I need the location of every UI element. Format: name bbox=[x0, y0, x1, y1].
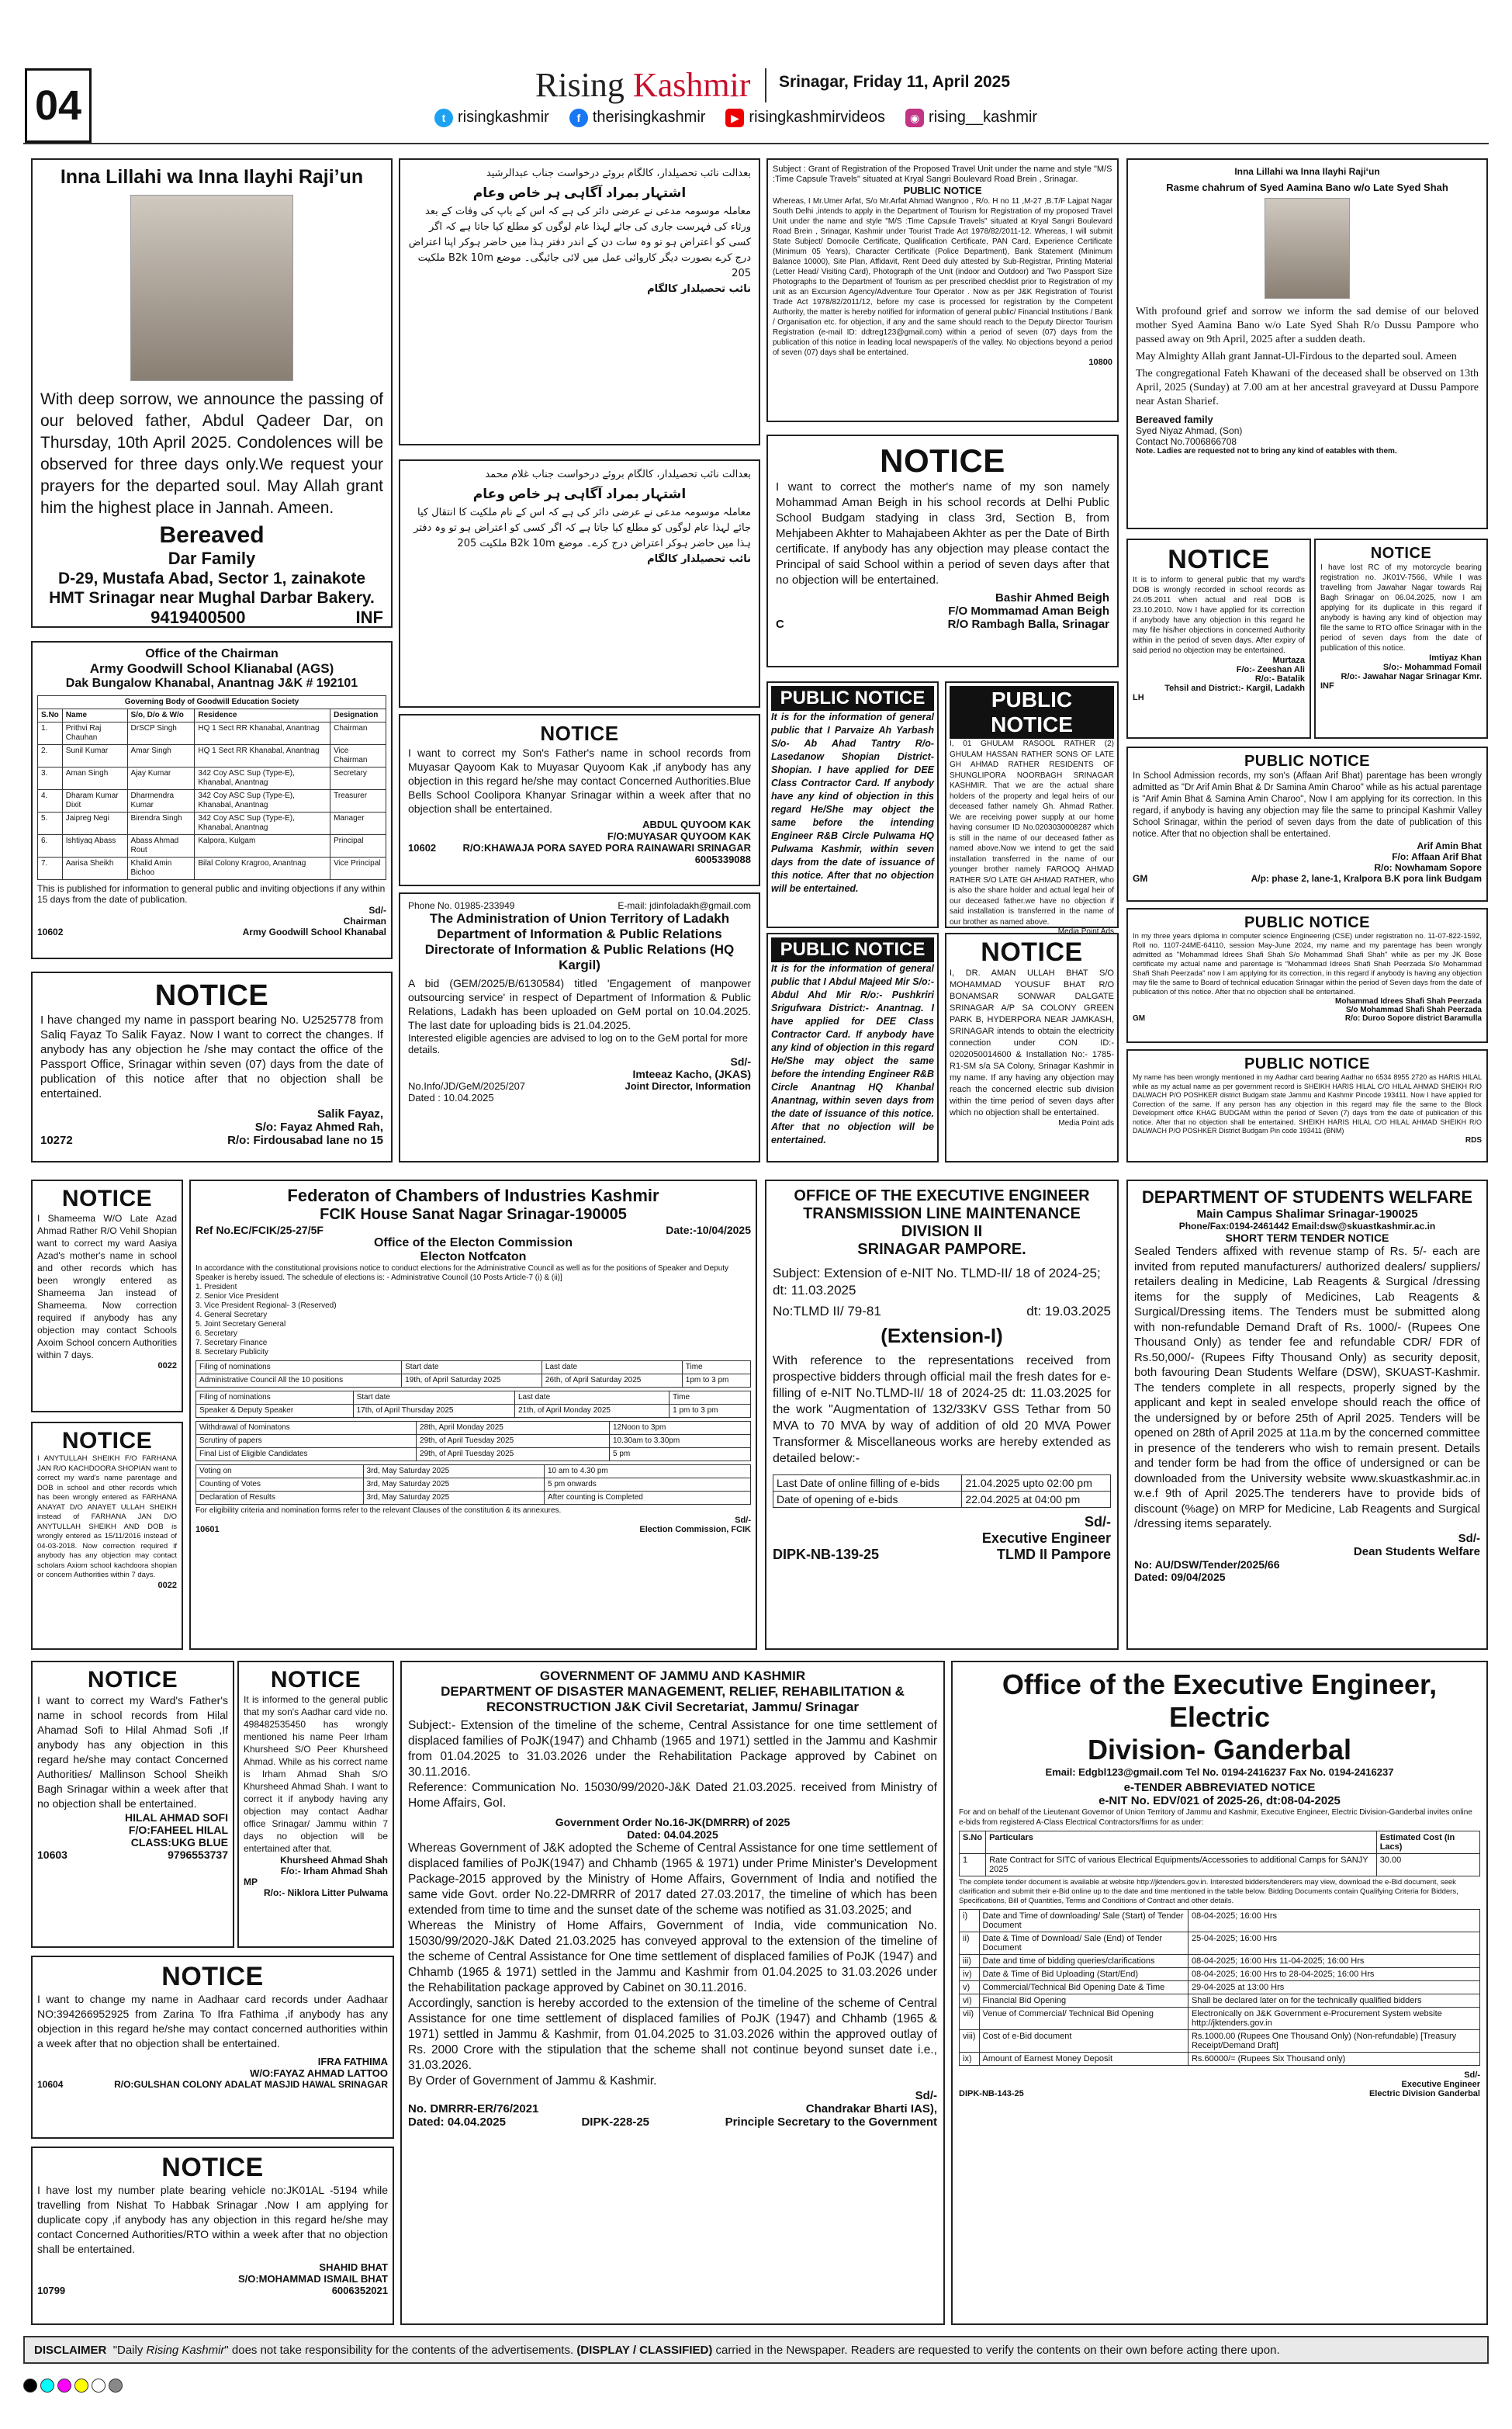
signatory: Dean Students Welfare bbox=[1353, 1544, 1480, 1558]
office-title: Office of the Electon Commission bbox=[373, 1236, 573, 1249]
twitter-icon: t bbox=[434, 109, 453, 127]
notice-body: With reference to the representations received from prospective bidders through official mail the fresh dates for e-filling of e-NIT No.TLMD-II/ 18 of 2024-25 dt: 11.03.2025 for the work "Augmentation of 132/33KV GSS Tethar from 50 MVA to 70 MVA by way of addition of old 20 MVA Power Transformer & Miscellaneous works are hereby extended as detailed below:- bbox=[773, 1354, 1111, 1465]
notice-body: I want to change my name in Aadhaar card records under Aadhaar NO:394266952925 from Zarina To Ifra Fathima ,if anybody has any objection in this regard he/she may contact concerned authorities within a week after that no objection shall be entertained. bbox=[37, 1993, 388, 2050]
notice-body: I want to correct my Ward's Father's name in school records from Hilal Ahamad Sofi to Hilal Ahmad Sofi ,If anybody has any objection in this regard he/she may contact Concerned Authorities/ Mallinson School Sheikh Bagh Srinagar within a week after that no objection shall be entertained. bbox=[37, 1694, 228, 1810]
obituary-note: Note. Ladies are requested not to bring any kind of eatables with them. bbox=[1136, 447, 1397, 456]
table-row: i) Date and Time of downloading/ Sale (Start) of Tender Document 08-04-2025; 16:00 Hrs bbox=[960, 1910, 1480, 1932]
family-name: Dar Family bbox=[168, 549, 256, 568]
list-item: 2. Senior Vice President bbox=[195, 1292, 279, 1301]
notice-address: R/O Rambagh Balla, Srinagar bbox=[947, 618, 1109, 631]
org-title: Federaton of Chambers of Industries Kashmir bbox=[287, 1186, 659, 1205]
ladakh-gem-notice bbox=[399, 892, 760, 1163]
ad-code: RDS bbox=[1465, 1135, 1482, 1145]
school-record-notice bbox=[399, 714, 760, 886]
ad-code: INF bbox=[355, 608, 383, 627]
registration-marks bbox=[23, 2379, 1490, 2393]
ad-code: C bbox=[776, 618, 784, 631]
signatory-designation: Joint Director, Information bbox=[625, 1080, 751, 1092]
notice-name: Murtaza bbox=[1272, 656, 1305, 665]
notice-address: R/o: Duroo Sopore district Baramulla bbox=[1344, 1014, 1482, 1023]
notice-address: R/o:- Niklora Litter Pulwama bbox=[263, 1887, 388, 1898]
signatory: Election Commission, FCIK bbox=[639, 1525, 751, 1534]
dob-correction-notice bbox=[1126, 539, 1311, 739]
notice-body: It is to inform to general public that my ward's DOB is wrongly recorded in school records as 24.05.2011 when actual and real DOB is 23.10.2010. Now I have applied for its correction if anybody have any objection in this regard he may file his/her objections in concerned Authority within in the period of seven days. After expiry of said period no objection may be entertained. bbox=[1133, 576, 1305, 655]
tender-intro: For and on behalf of the Lieutenant Governor of Union Territory of Jammu and Kashmir, Executive Engineer, Electric Division-Ganderbal invites online e-bids from registered A-Class Electrical Contractors/firms for as under: bbox=[959, 1808, 1472, 1827]
dispatch-date: Dated: 04.04.2025 bbox=[408, 2115, 506, 2129]
table-row: ii) Date & Time of Download/ Sale (End) of Tender Document 25-04-2025; 16:00 Hrs bbox=[960, 1932, 1480, 1955]
logo-rising: Rising bbox=[535, 66, 625, 104]
aadhar-son-name-notice bbox=[237, 1661, 394, 1948]
notice-title: PUBLIC NOTICE bbox=[1244, 753, 1371, 770]
order-para-3: Accordingly, sanction is hereby accorded to the extension of the timeline of the scheme of Central Assistance for one time settlement of displaced families of PoJK (1947) and Chhamb (1965 & 1971) settled in Jammu & Kashmir, from 01.04.2025 to 31.03.2026 within the approved outlay of Rs. 2000 Crore with the stipulation that the scheme shall not continue beyond sunset date i.e., 31.03.2026. bbox=[408, 1997, 937, 2072]
masthead-divider bbox=[765, 68, 766, 102]
electricity-connection-notice bbox=[945, 933, 1119, 1163]
notice-tehsil: Tehsil and District:- Kargil, Ladakh bbox=[1164, 684, 1305, 693]
notice-date: dt: 19.03.2025 bbox=[1026, 1304, 1111, 1318]
notice-address: R/O:KHAWAJA PORA SAYED PORA RAINAWARI SRINAGAR bbox=[462, 842, 751, 854]
ad-code: DIPK-228-25 bbox=[581, 2115, 650, 2129]
table-row: 5. Jaipreg Negi Birendra Singh 342 Coy ASC Sup (Type-E), Khanabal, Anantnag Manager bbox=[38, 813, 386, 835]
signatory: Chandrakar Bharti IAS), bbox=[805, 2102, 937, 2115]
notice-title: NOTICE bbox=[61, 1186, 153, 1211]
notice-parent: S/o:- Mohammad Fomail bbox=[1382, 663, 1482, 672]
list-item: 1. President bbox=[195, 1283, 237, 1291]
table-row: 4. Dharam Kumar Dixit Dharmendra Kumar 342 Coy ASC Sup (Type-E), Khanabal, Anantnag Treasurer bbox=[38, 790, 386, 813]
notice-title: NOTICE bbox=[87, 1667, 178, 1693]
table-row: Last Date of online filling of e-bids 21.04.2025 upto 02:00 pm bbox=[773, 1475, 1111, 1492]
notice-body: I have lost my number plate bearing vehicle no:JK01AL -5194 while travelling from Nishat To Habbak Srinagar .Now I am applying for duplicate copy ,if anybody has any objection in this regard he/she may contact Concerned Authorities/RTO within a week after that no objection shall be entertained. bbox=[37, 2184, 388, 2255]
list-item: 4. General Secretary bbox=[195, 1311, 268, 1319]
notice-intro: In accordance with the constitutional provisions notice to conduct elections for the Administrative Council as well as for the positions of Speaker and Deputy Speaker is hereby issued. The schedule of elections is: - Administrative Council (10 Posts Article-7 (i) & (ii)] bbox=[195, 1264, 729, 1282]
obituary-prayer: May Almighty Allah grant Jannat-Ul-Firdous to the departed soul. Ameen bbox=[1136, 351, 1457, 362]
lost-number-plate-notice bbox=[31, 2147, 394, 2325]
directorate-title: Directorate of Information & Public Relations (HQ Kargil) bbox=[424, 942, 735, 972]
urdu-notice-title: اشتہار بمراد آگاہی ہر خاص وعام bbox=[472, 487, 687, 501]
notice-parent: S/o: Fayaz Ahmed Rah, bbox=[254, 1121, 383, 1134]
facebook-link[interactable]: f therisingkashmir bbox=[569, 109, 706, 127]
ad-code: 10601 bbox=[195, 1525, 220, 1534]
notice-number: No: AU/DSW/Tender/2025/66 bbox=[1134, 1558, 1280, 1571]
order-reference: Reference: Communication No. 15030/99/2020-J&K Dated 21.03.2025. received from Ministry of Home Affairs, GoI. bbox=[408, 1781, 937, 1810]
notice-date: Date:-10/04/2025 bbox=[666, 1224, 751, 1236]
youtube-icon: ▶ bbox=[725, 109, 744, 127]
ad-code: 10603 bbox=[37, 1849, 67, 1861]
dispatch-number: No. DMRRR-ER/76/2021 bbox=[408, 2102, 539, 2115]
notice-title: NOTICE bbox=[880, 442, 1005, 479]
table-row: v) Commercial/Technical Bid Opening Date & Time 29-04-2025 at 13:00 Hrs bbox=[960, 1981, 1480, 1994]
notice-parent: S/o Mohammad Shafi Shah Peerzada bbox=[1345, 1006, 1482, 1014]
notice-body: It is for the information of general public that I Parvaize Ah Yarbash S/o- Ab Ahad Tantry R/o- Lasedanow Shopian District- Shopian. I have applied for DEE Class Contractor Card. If anybody have any kind of objection in this regard He/She may object the same before the intending Engineer R&B Circle Pulwama HQ Pulwama Kashmir, within seven days from the date of issuance of this notice. After that no objection will be entertained. bbox=[771, 712, 934, 894]
urdu-notice-1 bbox=[399, 158, 760, 445]
rasme-chahrum-ad bbox=[1126, 158, 1488, 529]
schedule-table bbox=[959, 1909, 1480, 2066]
notice-phone: 9796553737 bbox=[168, 1849, 228, 1861]
dept-title: Department of Information & Public Relations bbox=[437, 927, 722, 941]
tender-title: SHORT TERM TENDER NOTICE bbox=[1225, 1232, 1389, 1244]
twitter-link[interactable]: t risingkashmir bbox=[434, 109, 549, 127]
table-row: vi) Financial Bid Opening Shall be declared later on for the technically qualified bidders bbox=[960, 1994, 1480, 2008]
dept-contact: Phone/Fax:0194-2461442 Email:dsw@skuastkashmir.ac.in bbox=[1178, 1221, 1436, 1232]
table-row: viii) Cost of e-Bid document Rs.1000.00 (Rupees One Thousand Only) (Non-refundable) [Treasury Receipt/Demand Draft] bbox=[960, 2030, 1480, 2053]
office-contact: Email: Edgbl123@gmail.com Tel No. 0194-2416237 Fax No. 0194-2416237 bbox=[1045, 1766, 1394, 1778]
table-row: 1 Rate Contract for SITC of various Electrical Equipments/Accessories to additional Camps for SANJY 2025 30.00 bbox=[960, 1854, 1480, 1876]
notice-parent: F/o: Affaan Arif Bhat bbox=[1392, 851, 1482, 862]
notice-date: Dated : 10.04.2025 bbox=[408, 1092, 494, 1104]
dept-title: DEPARTMENT OF STUDENTS WELFARE bbox=[1141, 1187, 1473, 1207]
notice-title: NOTICE bbox=[154, 979, 269, 1012]
instagram-icon: ◉ bbox=[905, 109, 924, 127]
notice-parent: F/O:MUYASAR QUYOOM KAK bbox=[607, 830, 751, 842]
notice-address: R/o:- Jawahar Nagar Srinagar Kmr. bbox=[1341, 672, 1482, 681]
obituary-title: Inna Lillahi wa Inna Ilayhi Raji’un bbox=[60, 166, 364, 188]
table-row: iv) Date & Time of Bid Uploading (Start/End) 08-04-2025; 16:00 Hrs to 28-04-2025; 16:00 Hrs bbox=[960, 1968, 1480, 1981]
signatory: Imteeaz Kacho, (JKAS) bbox=[632, 1068, 751, 1080]
youtube-link[interactable]: ▶ risingkashmirvideos bbox=[725, 109, 885, 127]
govt-title: GOVERNMENT OF JAMMU AND KASHMIR bbox=[539, 1668, 806, 1683]
ad-code: Media Point ads bbox=[1058, 1119, 1114, 1128]
notice-name: HILAL AHMAD SOFI bbox=[125, 1811, 228, 1824]
notice-parent: F/O:FAHEEL HILAL bbox=[128, 1824, 228, 1836]
urdu-notice-2 bbox=[399, 459, 760, 708]
contact-name: Syed Niyaz Ahmad, (Son) bbox=[1136, 425, 1243, 436]
urdu-notice-body: معاملہ موسومہ مدعی نے عرضی دائر کی ہے کہ اس کے باپ کی وفات کے بعد ورثاء کی فہرست جاری کی جائے لہذا عام لوگوں کو مطلع کیا جاتا ہے کہ اگر کسی کو اعتراض ہو تو وہ سات دن کے اندر دفتر ہذا میں حاضر ہوکر اپنا اعتراض درج کرے بصورت دیگر کاروائی عمل میں لائی جائیگی۔ موضع B2k 10m ملکیت 205 bbox=[408, 206, 751, 279]
post-list bbox=[195, 1283, 751, 1357]
table-row: 1. Prithvi Raj Chauhan DrSCP Singh HQ 1 Sect RR Khanabal, Anantnag Chairman bbox=[38, 722, 386, 745]
ad-code: INF bbox=[1320, 681, 1334, 691]
sign: Sd/- bbox=[1085, 1514, 1111, 1530]
ad-code: DIPK-NB-143-25 bbox=[959, 2089, 1024, 2098]
table-row: Date of opening of e-bids 22.04.2025 at 04:00 pm bbox=[773, 1492, 1111, 1508]
ward-father-name-notice bbox=[31, 1661, 234, 1948]
notice-date: Dated: 09/04/2025 bbox=[1134, 1570, 1226, 1583]
schedule-table-2: Filing of nominations Start date Last date Time Speaker & Deputy Speaker 17th, of April Thursday 2025 21th, of April Monday 2025 1 pm to 3 pm bbox=[195, 1391, 751, 1418]
eligibility-note: For eligibility criteria and nomination forms refer to the relevant Clauses of the constitution & its annexures. bbox=[195, 1506, 562, 1515]
notice-body: I, 01 GHULAM RASOOL RATHER (2) GHULAM HASSAN RATHER SONS OF LATE GH AHMAD RATHER RESIDENTS OF SHUNGLIPORA NOORBAGH SRINAGAR KASHMIR. That we are the actual share holders of the property and legal heirs of our deceased father namely Gh. Ahmad Rather. We are receiving power supply at our home having consumer ID No.0203030008287 which is still in the name of our deceased father as named above.Now we intend to get the said installation transferred in the name of our younger brother namely FAROOQ AHMAD RATHER S/O LATE GH AHMAD RATHER, who is also the share holder and actual legal heir of our deceased father.we have no objection if said installation is transferred in the name of our brother as named above. bbox=[950, 740, 1114, 927]
family-address: D-29, Mustafa Abad, Sector 1, zainakote HMT Srinagar near Mughal Darbar Bakery. bbox=[49, 570, 375, 607]
notification-title: Electon Notfcaton bbox=[420, 1250, 527, 1263]
electric-division-etender bbox=[951, 1661, 1488, 2325]
ad-code: 10272 bbox=[40, 1134, 73, 1147]
table-row: ix) Amount of Earnest Money Deposit Rs.60000/= (Rupees Six Thousand only) bbox=[960, 2053, 1480, 2066]
schedule-table-3: Withdrawal of Nominatons 28th, April Monday 2025 12Noon to 3pm Scrutiny of papers 29th, of April Tuesday 2025 10.30am to 3.30pm Final List of Eligible Candidates 29th, of April Tuesday 2025 5 pm bbox=[195, 1421, 751, 1461]
urdu-notice-title: اشتہار بمراد آگاہی ہر خاص وعام bbox=[472, 185, 687, 200]
lost-rc-notice bbox=[1314, 539, 1488, 739]
notice-name: Salik Fayaz, bbox=[317, 1107, 383, 1121]
signatory: Executive Engineer bbox=[981, 1530, 1111, 1546]
notice-body: My name has been wrongly mentioned in my Aadhar card bearing Aadhar no 6534 8955 2720 as HARIS HILAL while as my actual name as per government record is SHEIKH HARIS HILAL C/O HILAL AHMAD SHEIKH R/O DALWACH P/O POSHKER district Budgam state Jammu and Kashmir Pincode 193411. Now I have applied for Correction of the same. If any person has any objection in this regard may file the same to the Block Development office KHAG BUDGAM within the period of Seven (7) days from the date of publication of this notice. After that no objection shall be entertained. SHEIKH HARIS HILAL C/O HILAL AHMAD SHEIKH R/O DALWACH P/O POSHKER District Budgam Pin code 193411 (BNM) bbox=[1133, 1073, 1482, 1135]
sign: Sd/- bbox=[915, 2089, 937, 2102]
notice-address: R/O:GULSHAN COLONY ADALAT MASJID HAWAL SRINAGAR bbox=[114, 2079, 388, 2090]
notice-name: Arif Amin Bhat bbox=[1417, 840, 1482, 851]
ad-code: 10799 bbox=[37, 2285, 66, 2296]
urdu-notice-body: معاملہ موسومہ مدعی نے عرضی دائر کی ہے کہ اس کے نام ملکیت کا انتقال کیا جائے لہذا عام لوگوں کو مطلع کیا جاتا ہے کہ اگر کسی کو اعتراض ہو تو وہ دفتر ہذا میں حاضر ہوکر اعتراض درج کرے۔ موضع B2k 10m ملکیت 205 bbox=[413, 507, 751, 549]
org-address: FCIK House Sanat Nagar Srinagar-190005 bbox=[320, 1206, 627, 1223]
tender-note: The complete tender document is available at website http://jktenders.gov.in. Interested bidders/tenderers may view, download the e-Bid document, seek clarification and submit their e-Bid online up to the date and time mentioned in the table below. Bidding Documents contain Qualifying Criteria for Bidders, Specifications, Bill of Quantities, Terms and Conditions of Contract and other details. bbox=[959, 1878, 1458, 1905]
dept-email: E-mail: jdinfoladakh@gmail.com bbox=[618, 900, 751, 911]
notice-subject: Subject: Extension of e-NIT No. TLMD-II/ 18 of 2024-25; dt: 11.03.2025 bbox=[773, 1266, 1101, 1298]
notice-body: I have lost RC of my motorcycle bearing registration no. JK01V-7566, While I was travelling from Jawahar Nagar towards Raj Bagh Srinagar on 06.04.2025, now I am applying for its duplicate in this regard if anybody is having any kind of objection may file the same to RTO office Srinagar with in the period of seven days from the date of publication of this notice. bbox=[1320, 563, 1482, 653]
dateline: Srinagar, Friday 11, April 2025 bbox=[779, 73, 1011, 91]
notice-name: Imtiyaz Khan bbox=[1429, 653, 1482, 663]
notice-body-2: Interested eligible agencies are advised to log on to the GeM portal for more details. bbox=[408, 1032, 748, 1055]
sign: Sd/- bbox=[1464, 2070, 1480, 2080]
page-number: 04 bbox=[25, 68, 92, 143]
notice-body: Sealed Tenders affixed with revenue stamp of Rs. 5/- each are invited from reputed manufacturers/ authorized dealers/ suppliers/ retailers dealing in Medicine, Lab Reagents & Surgical /dressing items for the supply of Medicines, Lab Reagents & Surgical/Dressing items. The Tenders must be submitted along with non-refundable Demand Draft of Rs. 1000/- (Rupees One Thousand Only) as tender fee and refundable CDR/ FDR of Rs.50,000/- (Rupees Fifty Thousand Only) as security deposit, both favouring Dean Students Welfare (DSW), SKUAST-Kashmir. The tenders complete in all respects, properly signed by the applicant and kept in sealed envelope should reach the office of the undersigned by or before 25th of April 2025. Tenders will be opened on 28th of April 2025 at 11a.m by the concerned committee in presence of the tenderers who wish to remain present. Details and tender form be had from the office of undersigned or can be downloaded from the University website www.skuastkashmir.ac.in w.e.f 9th of April 2025.The tenderers have to provide bids of discount (%age) on MRP for Medicine, Lab Reagents and Surgical /dressing items separately. bbox=[1134, 1245, 1480, 1530]
instagram-link[interactable]: ◉ rising__kashmir bbox=[905, 109, 1037, 127]
notice-parent: F/o:- Irham Ahmad Shah bbox=[280, 1866, 388, 1876]
social-links bbox=[434, 109, 1037, 127]
ward-parentage-notice bbox=[31, 1422, 183, 1650]
list-item: 7. Secretary Finance bbox=[195, 1339, 268, 1347]
obituary-body: With profound grief and sorrow we inform the sad demise of our beloved mother Syed Aamina Bano w/o Late Syed Shah R/o Dussu Pampore who passed away on 9th April, 2025 after a sudden death. bbox=[1136, 306, 1479, 345]
contractor-card-notice-anantnag bbox=[766, 933, 939, 1163]
notice-parent: W/O:FAYAZ AHMAD LATTOO bbox=[250, 2067, 388, 2079]
list-item: 6. Secretary bbox=[195, 1329, 237, 1338]
school-address: Dak Bungalow Khanabal, Anantnag J&K # 192101 bbox=[65, 677, 358, 690]
notice-parent: F/o:- Zeeshan Ali bbox=[1236, 665, 1305, 674]
enit-number: e-NIT No. EDV/021 of 2025-26, dt:08-04-2025 bbox=[1099, 1794, 1341, 1807]
notice-body: I want to correct the mother's name of my son namely Mohammad Aman Beigh in his school records at Delhi Public School Budgam stadying in class 3rd, Section B, from Mehjabeen Akhter to Mahajabeen Akhter as per the Date of Birth certificate. If anybody has any objection may please contact the Principal of said School within a period of seven days after that no objection will be entertained. bbox=[776, 480, 1109, 587]
aadhaar-name-change-notice bbox=[31, 1956, 394, 2139]
notice-body: In School Admission records, my son's (Affaan Arif Bhat) parentage has been wrongly admitted as "Dr Arif Amin Bhat & Dr Samina Amin Charoo" while as his actual parentage is "Arif Amin Bhat & Samina Amin Charoo", Now I am applying for its correction. In this regard, if anybody is having any objection may file the same to principal Kashmir Valley School Srinagar, within the period of seven days from the date of publication of this notice. After that no objection shall be entertained. bbox=[1133, 771, 1482, 839]
dps-mother-name-notice bbox=[766, 435, 1119, 667]
signatory: Executive Engineer bbox=[1401, 2080, 1480, 2089]
notice-title: NOTICE bbox=[161, 2153, 264, 2182]
fateh-khawani: The congregational Fateh Khawani of the deceased shall be observed on 13th April, 2025 (Sunday) at 7.00 am at her ancestral graveyard at Dussu Pampore near Astan Sharief. bbox=[1136, 368, 1479, 407]
urdu-notice-sign: نائب تحصیلدار کالگام bbox=[647, 553, 751, 565]
obituary-ad bbox=[31, 158, 393, 628]
notice-address: R/o: Nowhamam Sopore bbox=[1374, 862, 1482, 873]
order-subject: Subject:- Extension of the timeline of the scheme, Central Assistance for one time settlement of displaced families of PoJK(1947) and Chhamb (1965 and 1971) settled in the Jammu and Kashmir from 01.04.2025 to 31.03.2026 under the Rehabilitation Package approved by Cabinet on 30.11.2016. bbox=[408, 1719, 937, 1779]
dept-address: RECONSTRUCTION J&K Civil Secretariat, Jammu/ Srinagar bbox=[486, 1700, 859, 1714]
contact-number: Contact No.7006866708 bbox=[1136, 436, 1237, 447]
notice-number: No:TLMD II/ 79-81 bbox=[773, 1304, 881, 1318]
notice-title: PUBLIC NOTICE bbox=[771, 937, 934, 962]
schedule-table-1: Filing of nominations Start date Last date Time Administrative Council All the 10 positions 19th, of April Saturday 2025 26th, of April Saturday 2025 1pm to 3 pm bbox=[195, 1360, 751, 1388]
notice-name: Bashir Ahmed Beigh bbox=[995, 591, 1109, 605]
publication-note: This is published for information to general public and inviting objections if any within 15 days from the date of publication. bbox=[37, 883, 386, 905]
notice-name: Khursheed Ahmad Shah bbox=[280, 1855, 388, 1866]
ward-mother-name-notice bbox=[31, 1180, 183, 1412]
notice-body: Whereas, I Mr.Umer Arfat, S/o Mr.Arfat Ahmad Wangnoo , R/o. H no 11 ,M-27 ,B.T/F Lajpat Nagar South Delhi ,intends to apply in the Department of Tourism for Registration of my proposed Travel Unit under the name and style "M/S :Time Capsule Travels" situated at Kryal Sangri Boulevard Road Brein , Srinagar, Kashmir under Tourist Trade Act 1978/82/2011-12. Whereas, I will submit State Subject/ Domocile Certificate, Qualification Certificate, PAN Card, Experience Certificate (Minimum 05 Years), Character Certificate (Police Department), Bank Statement (Minimum Balance 10000), Site Plan, Affidavit, Rent Deed duly attested by Sub-Registrar, Printing Material (Letter Head/ Visiting Card), Photograph of the Unit (indoor and Outdoor) and Two Passport Size Photographs to the Department of Tourism as per prescribed checklist prior to Registration of my unit as an Excursion Agency/Adventure Tour Operator . Now as per J&K Registration of Tourist Trade Act 1978/82/2011/12, before my case is processed for registration by the Competent Authority, the matter is hereby notified for information of general public/ Financial Institutions / Bank / Organisation etc. for objection, if any and the same should reach to the Deputy Director Tourism Registration (e-mail ID: ddtreg123@gmail.com) within a period of seven (07) days from the publication of this notice in leading local newspaper/s of the valley. No objections beyond a period of seven (07) days shall be entertained. bbox=[773, 197, 1112, 357]
ad-code: Media Point Ads bbox=[1057, 927, 1114, 936]
family-phone: 9419400500 bbox=[151, 608, 246, 627]
notice-body: I Shameema W/O Late Azad Ahmad Rather R/O Vehil Shopian want to correct my ward Aasiya Azad's mother's name in school and other records which has been wrongly entered as Shameema Jan instead of Shameema. Now correction required if anybody has any objection may contact Schools Axoim School concern Authorities within 7 days. bbox=[37, 1213, 177, 1360]
urdu-notice-header: بعدالت نائب تحصیلدار، کالگام بروئے درخواست جناب عبدالرشید bbox=[486, 168, 751, 179]
notice-parent: F/O Mommamad Aman Beigh bbox=[948, 605, 1109, 618]
table-row: vii) Venue of Commercial/ Technical Bid Opening Electronically on J&K Government e-Procurement System website http://jktenders.gov.in bbox=[960, 2008, 1480, 2030]
tourism-registration-notice bbox=[766, 158, 1119, 422]
disclaimer-bar: DISCLAIMER "Daily Rising Kashmir" does not take responsibility for the contents of the advertisements. (DISPLAY / CLASSIFIED) carried in the Newspaper. Readers are requested to verify the contents on their own before acting there upon. bbox=[23, 2336, 1489, 2364]
governing-body-table bbox=[37, 695, 386, 880]
dept-phone: Phone No. 01985-233949 bbox=[408, 900, 515, 911]
tlmd-extension-notice bbox=[765, 1180, 1119, 1650]
ad-code: LH bbox=[1133, 693, 1144, 702]
ad-code: 10602 bbox=[408, 842, 437, 854]
notice-address: R/o: Firdousabad lane no 15 bbox=[227, 1134, 383, 1147]
notice-name: ABDUL QUYOOM KAK bbox=[642, 819, 751, 830]
notice-title: PUBLIC NOTICE bbox=[1244, 1055, 1371, 1072]
order-para-2: Whereas the Ministry of Home Affairs, Government of India, vide communication No. 15030/99/2020-J&K Dated 21.03.2025 has conveyed approval to the extension of the timeline of the scheme of Central Assistance for One time settlement of displaced families of PoJK (1947) and Chhamb (1965 & 1971) settled in the Jammu and Kashmir from 01.04.2025 to 31.03.2026 under the Rehabilitation package approved by Cabinet on 30.11.2016. bbox=[408, 1919, 937, 1994]
notice-body: I, DR. AMAN ULLAH BHAT S/O MOHAMMAD YOUSUF BHAT R/O BONAMSAR SONWAR DALGATE SRINAGAR A/P SA COLONY GREEN PARK B, HYDERPORA NEAR JAMKASH, SRINAGAR intends to obtain the electricity connection under CON ID:- 0202050014600 & Installation No:- 1785-R1-SM s/a SA Colony, Srinagar Kashmir in my name. If any having any objection may reach the concerned electric sub division within the time period of seven days after which no objection shall be entertained. bbox=[950, 968, 1114, 1117]
notice-title: NOTICE bbox=[161, 1962, 264, 1991]
notice-title: NOTICE bbox=[1370, 545, 1432, 562]
notice-body: I have changed my name in passport bearing No. U2525778 from Saliq Fayaz To Salik Fayaz. Now I want to correct the changes. If anybody has any objection he /she may contact the office of the Passport Office, Srinagar within seven (07) days from the date of publication of this notice after that no objection shall be entertained. bbox=[40, 1014, 383, 1100]
aadhar-name-notice bbox=[1126, 1049, 1488, 1163]
logo bbox=[535, 65, 750, 105]
logo-kashmir: Kashmir bbox=[632, 66, 751, 104]
ref-number: Ref No.EC/FCIK/25-27/5F bbox=[195, 1224, 324, 1236]
list-item: 8. Secretary Publicity bbox=[195, 1348, 268, 1357]
table-header: S.No Particulars Estimated Cost (In Lacs) bbox=[960, 1831, 1480, 1854]
notice-body: I want to correct my Son's Father's name in school records from Muyasar Qayoom Kak to Muyasar Quyoom Kak ,if anybody has any objection in this regard he/she may contact Concerned Authorities.Blue Bells School Coolipora Khanyar Srinagar within a week after that no objection shall be entertained. bbox=[408, 747, 751, 815]
dsw-tender-notice bbox=[1126, 1180, 1488, 1650]
extension-title: (Extension-I) bbox=[881, 1324, 1003, 1347]
office-title: Office of the Executive Engineer, Electric bbox=[1002, 1668, 1438, 1733]
notice-title: NOTICE bbox=[540, 722, 619, 745]
schedule-table-4: Voting on 3rd, May Saturday 2025 10 am to 4.30 pm Counting of Votes 3rd, May Saturday 2025 5 pm onwards Declaration of Results 3rd, May Saturday 2025 After counting is Completed bbox=[195, 1464, 751, 1505]
facebook-icon: f bbox=[569, 109, 588, 127]
sign: Sd/- bbox=[368, 905, 386, 916]
sign: Sd/- bbox=[735, 1516, 751, 1525]
notice-title: NOTICE bbox=[981, 937, 1083, 967]
notice-title: NOTICE bbox=[61, 1428, 153, 1454]
table-row: 3. Aman Singh Ajay Kumar 342 Coy ASC Sup (Type-E), Khanabal, Anantnag Secretary bbox=[38, 768, 386, 790]
bereaved-label: Bereaved bbox=[159, 522, 265, 548]
office-title: OFFICE OF THE EXECUTIVE ENGINEER bbox=[794, 1187, 1090, 1204]
obituary-subtitle: Rasme chahrum of Syed Aamina Bano w/o Late Syed Shah bbox=[1166, 182, 1448, 193]
obituary-photo bbox=[130, 195, 293, 381]
dmrrr-government-order bbox=[400, 1661, 945, 2325]
table-row: 2. Sunil Kumar Amar Singh HQ 1 Sect RR Khanabal, Anantnag Vice Chairman bbox=[38, 745, 386, 768]
ad-code: MP bbox=[244, 1876, 258, 1887]
obituary-photo bbox=[1265, 198, 1350, 299]
sign: Sd/- bbox=[730, 1055, 751, 1068]
notice-body: A bid (GEM/2025/B/6130584) titled 'Engagement of manpower outsourcing service' in respect of Department of Information & Public Relations, Ladakh has been uploaded on GeM portal on 10.04.2025. The last date for uploading bids is 21.04.2025. bbox=[408, 977, 751, 1031]
works-table bbox=[959, 1831, 1480, 1876]
division-title: Division- Ganderbal bbox=[1087, 1734, 1352, 1765]
diploma-name-notice bbox=[1126, 908, 1488, 1043]
division-place: SRINAGAR PAMPORE. bbox=[857, 1241, 1026, 1258]
ad-code: GM bbox=[1133, 1014, 1146, 1023]
list-item: 5. Joint Secretary General bbox=[195, 1320, 286, 1329]
notice-body: In my three years diploma in computer science Engineering (CSE) under registration no. 11-07-822-1592, Roll no. 1107-24ME-64110, session May-June 2024, my name and my parentage has been wrongly admitted as "Mohammad Idrees Shafi Shah S/o Mohammad Shafi Shah" while as per my JK Bose certificate my actual name and parentage is "Mohammad Idrees Shafi Shah Peerzada S/o Mohammad Shafi Shah Peerzada" now I am applying for its correction, in this regard if anybody is having any objection may file the same to Board of technical education Srinagar within the period of Seven days from the date of publication of this notice. After that no objection shall be entertained. bbox=[1133, 932, 1482, 996]
fcik-election-notice bbox=[189, 1180, 757, 1650]
ad-code: 10800 bbox=[1088, 358, 1112, 367]
disclaimer-label: DISCLAIMER bbox=[34, 2344, 107, 2357]
passport-name-notice bbox=[31, 972, 393, 1163]
ad-code: DIPK-NB-139-25 bbox=[773, 1547, 880, 1562]
order-number: Government Order No.16-JK(DMRRR) of 2025 bbox=[555, 1816, 791, 1828]
ad-code: 0022 bbox=[157, 1361, 177, 1370]
notice-body: I ANYTULLAH SHEIKH F/O FARHANA JAN R/O KACHDOORA SHOPIAN want to correct my ward's name parentage and DOB in school and other records which has been wrongly entered as FARHANA ANAYAT D/O ANAYET ULLAH SHEIKH instead of FARHANA JAN D/O ANYTULLAH SHEIKH AND DOB is wrongly entered as 15/11/2016 instead of 04-03-2018. Now correction required if anybody has any objection may contact scholars Axiom school kachdoora shopian or concern Authorities within 7 days. bbox=[37, 1454, 177, 1579]
notice-body: It is for the information of general public that I Abdul Majeed Mir S/o:- Abdul Ahd Mir R/o:- Pushkriri Srigufwara District:- Anantnag. I have applied for DEE Class Contractor Card. If anybody have any kind of objection in this regard He/She may object the same before the intending Engineer R&B Circle Anantnag HQ Khanbal Anantnag, within seven days from the date of issuance of this notice. After that no objection will be entertained. bbox=[771, 963, 934, 1145]
notice-name: Mohammad Idrees Shafi Shah Peerzada bbox=[1335, 997, 1482, 1006]
army-goodwill-notice bbox=[31, 641, 393, 959]
notice-class: CLASS:UKG BLUE bbox=[130, 1836, 228, 1849]
signatory-designation: Principle Secretary to the Government bbox=[725, 2115, 937, 2129]
notice-name: SHAHID BHAT bbox=[319, 2261, 388, 2273]
ad-code: 0022 bbox=[157, 1580, 177, 1590]
signatory-office: Army Goodwill School Khanabal bbox=[242, 927, 386, 937]
masthead-rule bbox=[23, 143, 1489, 144]
notice-address: R/o:- Batalik bbox=[1254, 674, 1305, 684]
signatory: Chairman bbox=[343, 916, 386, 927]
table-row: 6. Ishtiyaq Abass Abass Ahmad Rout Kalpora, Kulgam Principal bbox=[38, 835, 386, 858]
division-title: TRANSMISSION LINE MAINTENANCE DIVISION II bbox=[803, 1205, 1081, 1240]
bereaved-label: Bereaved family bbox=[1136, 414, 1213, 425]
order-para-1: Whereas Government of J&K adopted the Scheme of Central Assistance for one time settlement of displaced families of PoJK(1947) and Chhamb (1965 & 1971) under Prime Minister's Development Package-2015 approved by the Ministry of Home Affairs, Government of India and notified the same vide Govt. order No.22-DMRRR of 2017 dated 27.03.2017, the timeline of which has been extended from time to time and the sunset date of the scheme was notified as 31.03.2025; and bbox=[408, 1842, 937, 1917]
tender-title: e-TENDER ABBREVIATED NOTICE bbox=[1123, 1781, 1316, 1794]
notice-phone: 6005339088 bbox=[694, 854, 751, 865]
notice-parent: S/O:MOHAMMAD ISMAIL BHAT bbox=[237, 2273, 388, 2285]
obituary-title: Inna Lillahi wa Inna Ilayhi Rajiʻun bbox=[1234, 166, 1380, 177]
ad-code: 10604 bbox=[37, 2079, 64, 2090]
sign: Sd/- bbox=[1458, 1531, 1480, 1545]
notice-title: NOTICE bbox=[1168, 545, 1270, 574]
order-para-4: By Order of Government of Jammu & Kashmir. bbox=[408, 2074, 657, 2088]
office-line: Office of the Chairman bbox=[145, 647, 279, 660]
dept-title: DEPARTMENT OF DISASTER MANAGEMENT, RELIEF, REHABILITATION & bbox=[441, 1684, 905, 1699]
notice-title: PUBLIC NOTICE bbox=[1244, 914, 1371, 931]
notice-body: It is informed to the general public that my son's Aadhar card vide no. 498482535450 has wrongly mentioned his name Peer Irham Khursheed S/O Peer Khursheed Ahmad. While as his correct name is Irham Ahmad Shah S/O Khursheed Ahmad Shah. I want to correct it if anybody having any objection may contact Aadhar office Srinagar/ Jammu within 7 days no objection will be entertained after that. bbox=[244, 1694, 388, 1854]
electricity-transfer-notice bbox=[945, 681, 1119, 936]
notice-name: IFRA FATHIMA bbox=[317, 2056, 388, 2067]
table-caption: Governing Body of Goodwill Education Society bbox=[38, 696, 386, 709]
ad-code: GM bbox=[1133, 873, 1148, 884]
notice-title: PUBLIC NOTICE bbox=[950, 686, 1114, 739]
signatory-office: Electric Division Ganderbal bbox=[1368, 2089, 1480, 2098]
school-name: Army Goodwill School Klianabal (AGS) bbox=[89, 661, 334, 676]
admin-title: The Administration of Union Territory of Ladakh bbox=[429, 911, 730, 926]
urdu-notice-sign: نائب تحصیلدار کالگام bbox=[647, 283, 751, 295]
notice-present-address: A/p: phase 2, lane-1, Kralpora B.K pora link Budgam bbox=[1251, 873, 1482, 884]
dates-table bbox=[773, 1474, 1111, 1508]
notice-phone: 6006352021 bbox=[331, 2285, 388, 2296]
order-date: Dated: 04.04.2025 bbox=[627, 1828, 718, 1841]
campus-address: Main Campus Shalimar Srinagar-190025 bbox=[1196, 1208, 1418, 1221]
notice-title: PUBLIC NOTICE bbox=[903, 185, 982, 196]
notice-title: PUBLIC NOTICE bbox=[771, 686, 934, 711]
contractor-card-notice-shopian bbox=[766, 681, 939, 928]
table-header: S.No Name S/o, D/o & W/o Residence Designation bbox=[38, 709, 386, 722]
notice-subject: Subject : Grant of Registration of the Proposed Travel Unit under the name and style "M/S :Time Capsule Travels" situated at Kryal Sangri Boulevard Road Brein , Srinagar. bbox=[773, 165, 1112, 184]
table-row: iii) Date and time of bidding queries/clarifications 08-04-2025; 16:00 Hrs 11-04-2025; 16:00 Hrs bbox=[960, 1955, 1480, 1968]
ad-code: 10602 bbox=[37, 927, 64, 937]
admission-parentage-notice bbox=[1126, 747, 1488, 902]
table-row: 7. Aarisa Sheikh Khalid Amin Bichoo Bilal Colony Kragroo, Anantnag Vice Principal bbox=[38, 858, 386, 880]
urdu-notice-header: بعدالت نائب تحصیلدار، کالگام بروئے درخواست جناب غلام محمد bbox=[485, 469, 751, 480]
notice-title: NOTICE bbox=[270, 1667, 362, 1693]
signatory-office: TLMD II Pampore bbox=[996, 1547, 1111, 1562]
obituary-body: With deep sorrow, we announce the passing of our beloved father, Abdul Qadeer Dar, on Thursday, 10th April 2025. Condolences will be observed for three days only.We request your prayers for the departed soul. May Allah grant him the highest place in Jannah. Ameen. bbox=[40, 390, 383, 517]
notice-number: No.Info/JD/GeM/2025/207 bbox=[408, 1080, 526, 1092]
list-item: 3. Vice President Regional- 3 (Reserved) bbox=[195, 1301, 337, 1310]
